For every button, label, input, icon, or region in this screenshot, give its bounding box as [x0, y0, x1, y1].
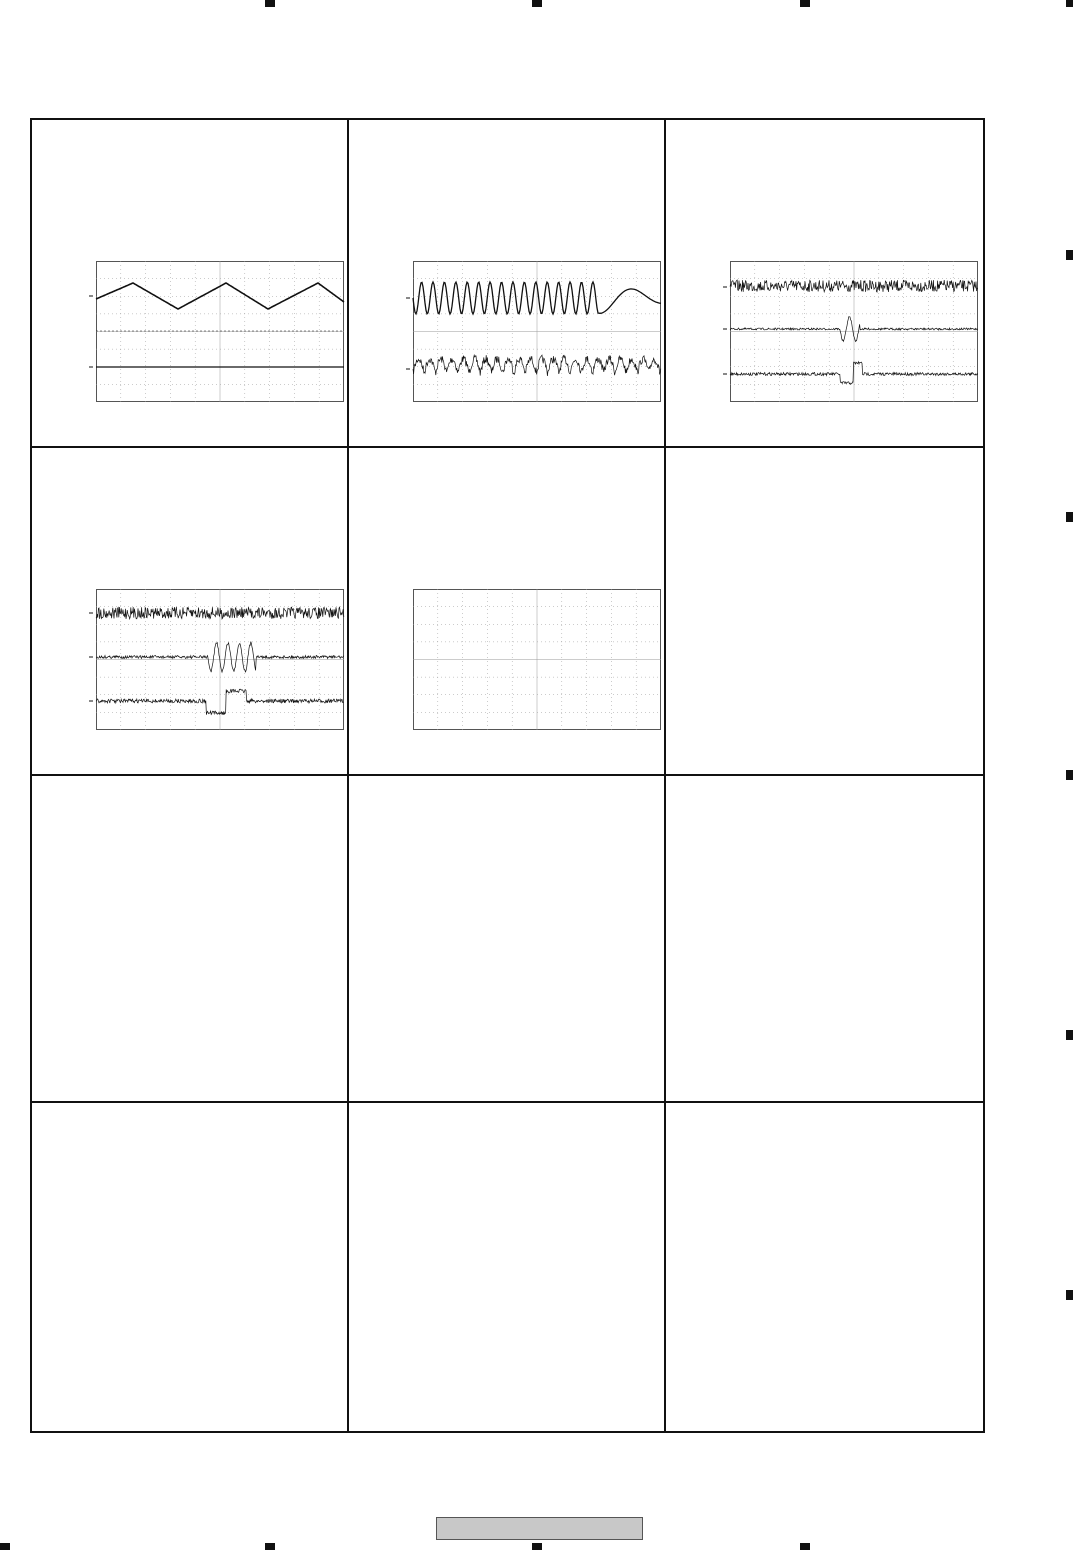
waveform-plot — [730, 917, 978, 1058]
oscilloscope-screen — [413, 1244, 661, 1385]
waveform-cell — [666, 1103, 983, 1431]
waveform-cell — [32, 448, 349, 776]
registration-mark-bottom-2 — [265, 1543, 275, 1550]
page-footer-box — [436, 1517, 643, 1540]
registration-mark-top-3 — [800, 0, 810, 7]
waveform-plot — [413, 261, 661, 402]
waveform-plot — [96, 589, 344, 730]
waveform-plot — [730, 261, 978, 402]
registration-mark-bottom-3 — [532, 1543, 542, 1550]
waveform-cell — [349, 776, 666, 1104]
oscilloscope-screen — [413, 589, 661, 730]
waveform-plot — [413, 917, 661, 1058]
waveform-plot — [96, 261, 344, 402]
waveform-plot — [730, 1244, 978, 1385]
waveform-cell — [32, 1103, 349, 1431]
registration-mark-top-1 — [265, 0, 275, 7]
oscilloscope-screen — [730, 261, 978, 402]
oscilloscope-screen — [730, 1244, 978, 1385]
waveform-cell — [666, 120, 983, 448]
waveform-cell — [666, 776, 983, 1104]
registration-mark-side-5 — [1066, 1290, 1073, 1300]
waveform-table — [30, 118, 985, 1433]
registration-mark-side-4 — [1066, 1030, 1073, 1040]
oscilloscope-screen — [730, 589, 978, 730]
registration-mark-top-4 — [1066, 0, 1073, 7]
waveform-plot — [413, 1244, 661, 1385]
oscilloscope-screen — [413, 917, 661, 1058]
waveform-cell — [32, 776, 349, 1104]
registration-mark-bottom-1 — [0, 1543, 10, 1550]
oscilloscope-screen — [413, 261, 661, 402]
waveform-cell — [349, 120, 666, 448]
waveform-plot — [96, 917, 344, 1058]
oscilloscope-screen — [96, 589, 344, 730]
oscilloscope-screen — [730, 917, 978, 1058]
oscilloscope-screen — [96, 1244, 344, 1385]
oscilloscope-screen — [96, 917, 344, 1058]
waveform-plot — [96, 1244, 344, 1385]
registration-mark-top-2 — [532, 0, 542, 7]
registration-mark-bottom-4 — [800, 1543, 810, 1550]
waveform-cell — [349, 448, 666, 776]
waveform-cell — [666, 448, 983, 776]
registration-mark-side-2 — [1066, 512, 1073, 522]
waveform-cell — [32, 120, 349, 448]
oscilloscope-screen — [96, 261, 344, 402]
registration-mark-side-3 — [1066, 770, 1073, 780]
waveform-plot — [413, 589, 661, 730]
registration-mark-side-1 — [1066, 250, 1073, 260]
waveform-cell — [349, 1103, 666, 1431]
waveform-plot — [730, 589, 978, 730]
